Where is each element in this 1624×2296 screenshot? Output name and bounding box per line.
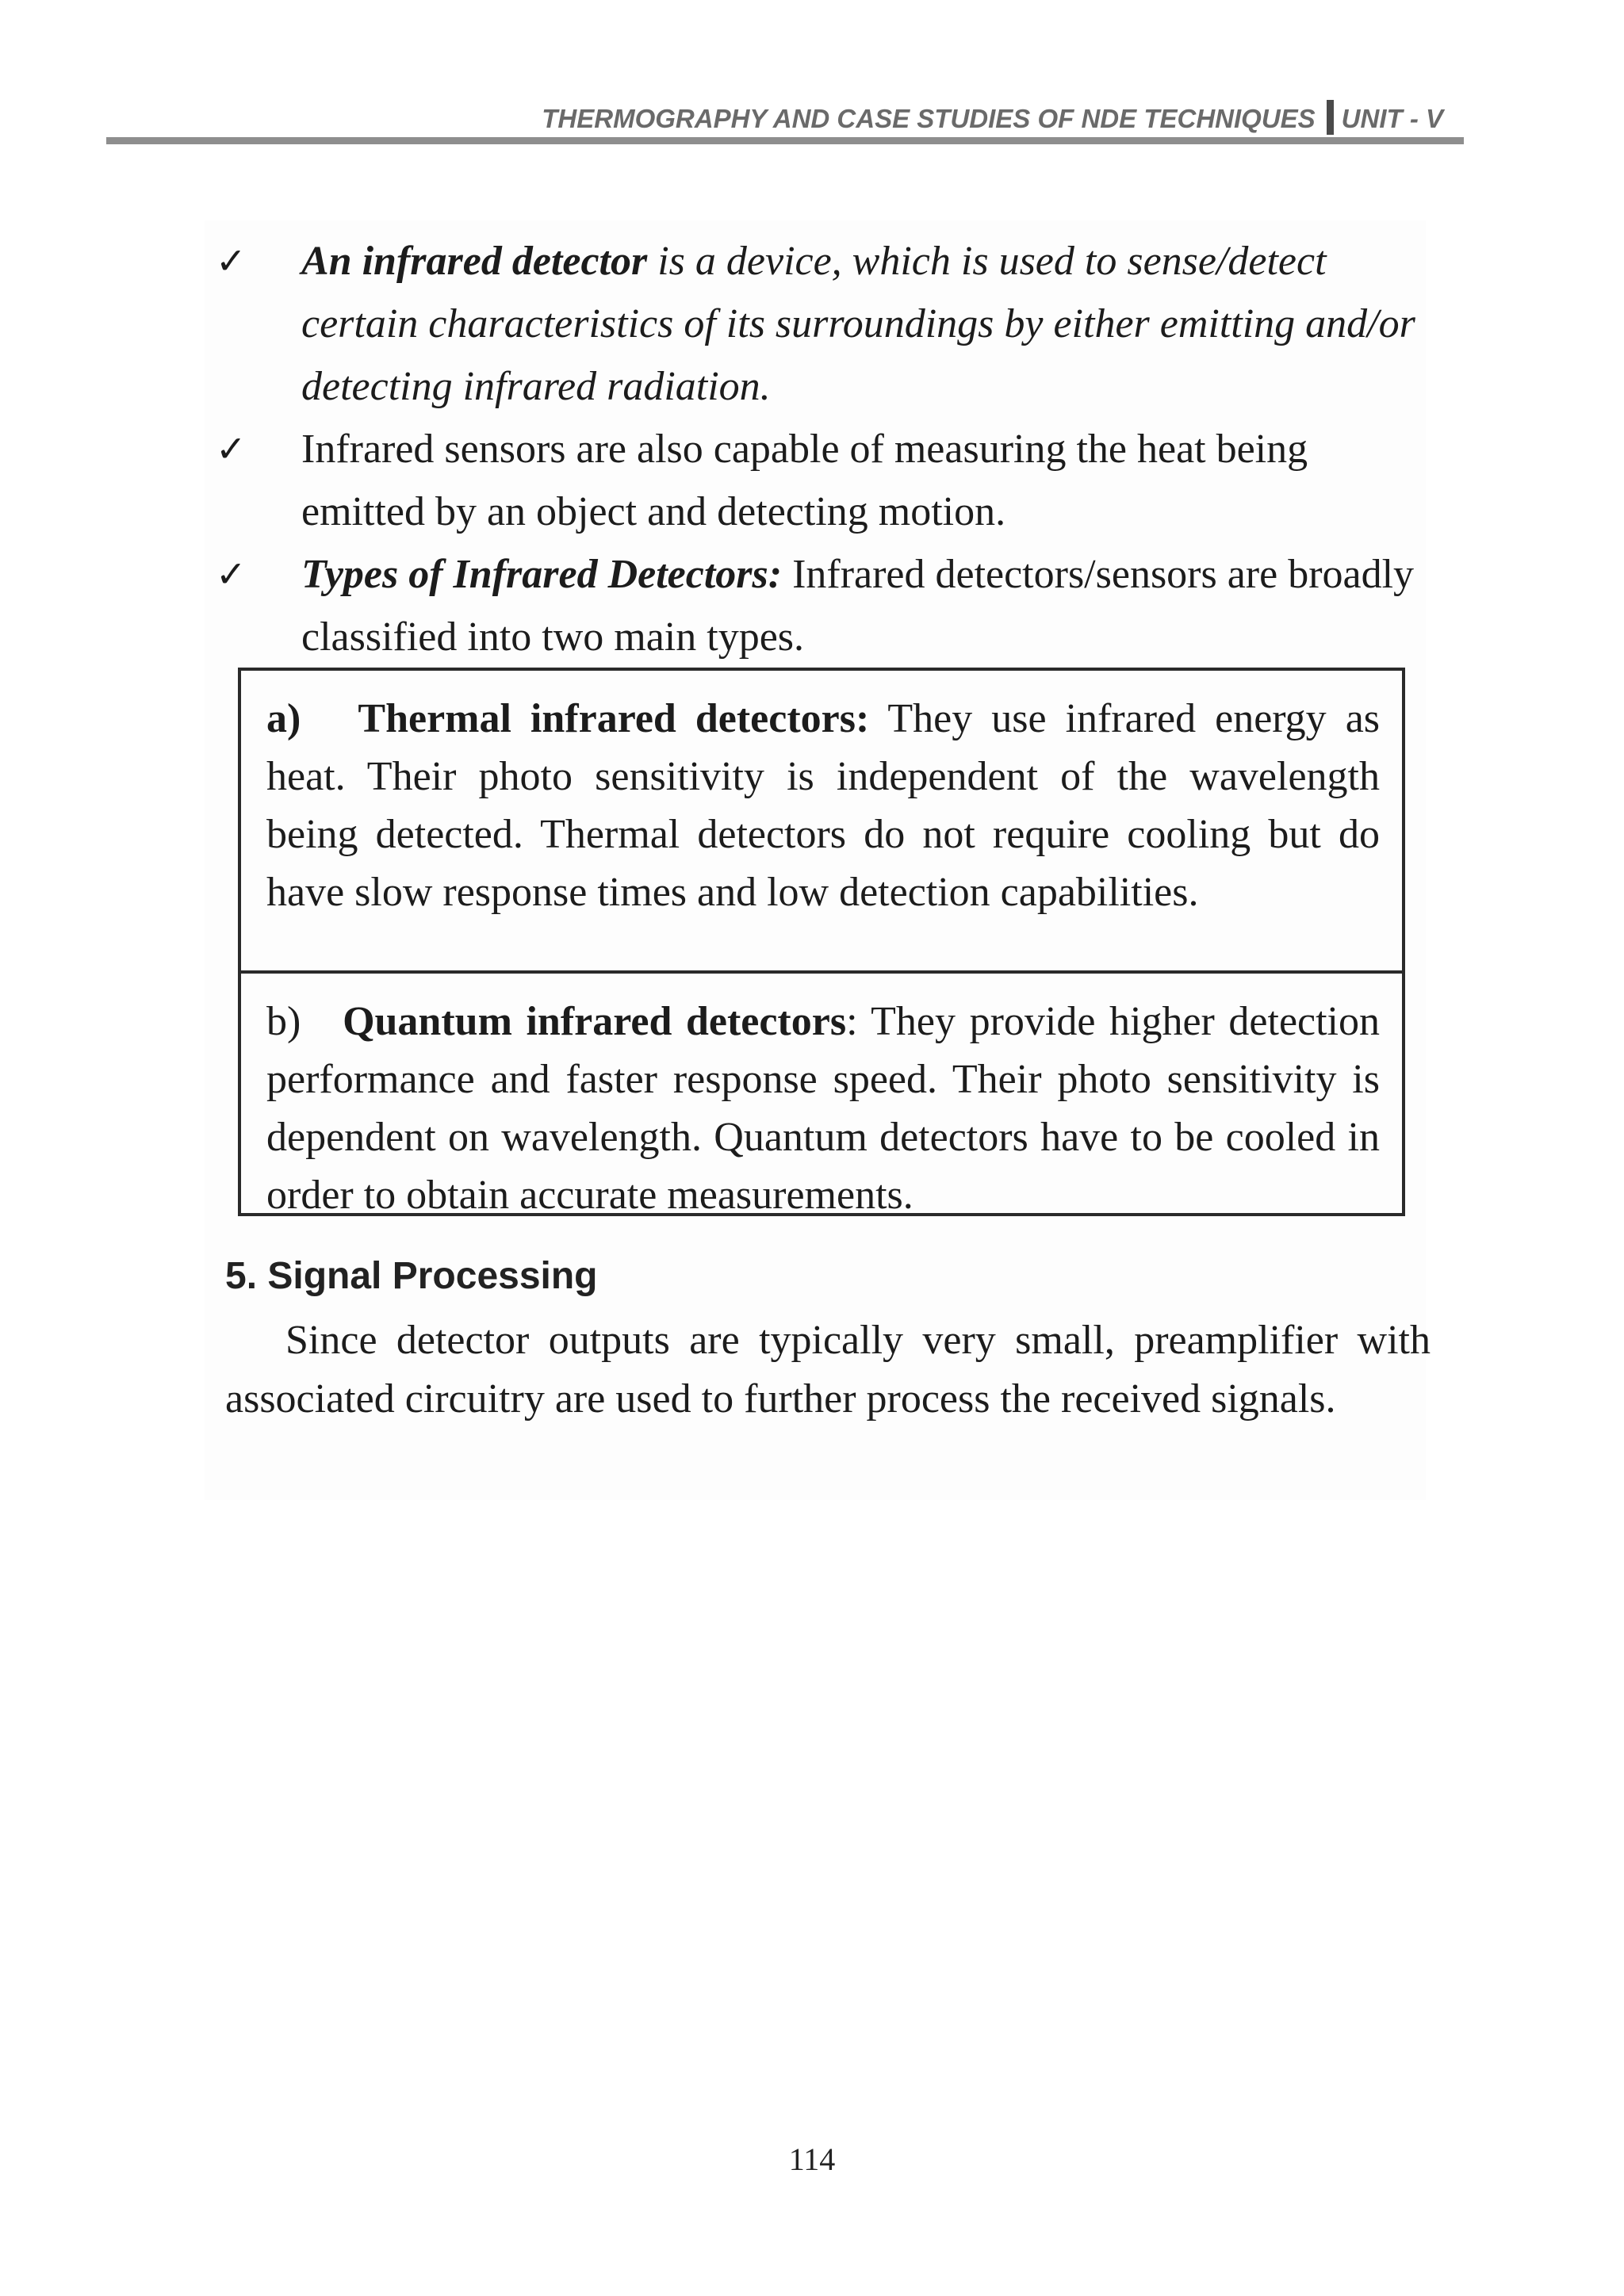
- header-separator: [1327, 100, 1334, 135]
- bullet-item: [216, 230, 1421, 418]
- check-icon: ✓: [216, 239, 247, 282]
- cell-title: Quantum infrared detectors: [343, 999, 847, 1044]
- section-paragraph: Since detector outputs are typically very small, preamplifier with associated circuitry are used to further process the received signals.: [225, 1318, 1431, 1422]
- bullet-item: [216, 418, 1421, 543]
- bullet-body: is a device, which is used to sense/detect certain characteristics of its surroundings by either emitting and/or detecting infrared radiation.: [301, 239, 1415, 409]
- header-rule: [106, 137, 1464, 144]
- table-cell-quantum: [241, 974, 1402, 1216]
- running-header: [106, 97, 1464, 144]
- check-icon: ✓: [216, 553, 247, 595]
- section-heading: 5. Signal Processing: [225, 1255, 598, 1297]
- cell-label: a): [266, 696, 301, 741]
- detector-types-table: [238, 668, 1405, 1216]
- cell-title: Thermal infrared detectors:: [358, 696, 870, 741]
- check-icon: ✓: [216, 427, 247, 470]
- cell-label: b): [266, 999, 301, 1044]
- cell-text: They use infrared energy as heat. Their photo sensitivity is independent of the wavelength being detected. Thermal detectors do not require cooling but do have slow response times and low detection capabilities.: [266, 696, 1381, 915]
- bullet-text: [301, 230, 1421, 418]
- bullet-item: [216, 543, 1421, 668]
- bullet-lead: An infrared detector: [301, 239, 648, 284]
- header-unit: UNIT - V: [1341, 104, 1443, 133]
- table-cell-thermal: [241, 671, 1402, 974]
- page-number: 114: [788, 2141, 836, 2177]
- bullet-text: [301, 543, 1421, 668]
- bullet-body: Infrared detectors/sensors are broadly classified into two main types.: [301, 552, 1415, 660]
- cell-text: : They provide higher detection performance and faster response speed. Their photo sensitivity is dependent on wavelength. Quantum detectors have to be cooled in order to obtain accurate measurements.: [266, 999, 1381, 1218]
- header-title: THERMOGRAPHY AND CASE STUDIES OF NDE TECHNIQUES: [542, 104, 1316, 133]
- bullet-text: Infrared sensors are also capable of measuring the heat being emitted by an object and detecting motion.: [301, 427, 1308, 534]
- header-text: [542, 100, 1443, 135]
- bullet-lead: Types of Infrared Detectors:: [301, 552, 783, 597]
